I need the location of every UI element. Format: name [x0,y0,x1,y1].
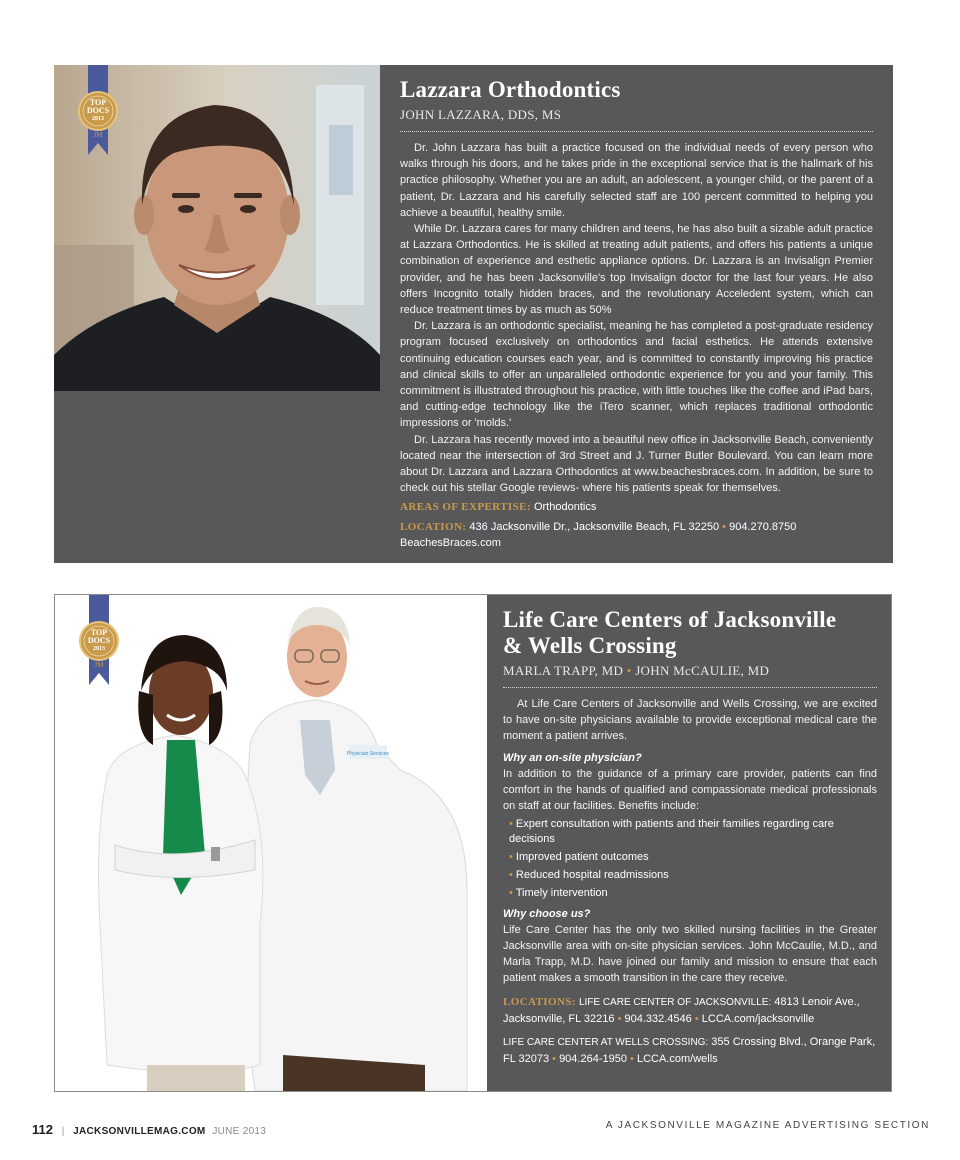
location-2-website[interactable]: LCCA.com/wells [636,1053,718,1066]
areas-of-expertise [400,499,873,516]
location-address: 436 Jacksonville Dr., Jacksonville Beach, FL 32250 [469,520,720,533]
location-label: LOCATION: [400,520,467,533]
footer-divider: | [61,1126,65,1137]
location-1-phone: 904.332.4546 [624,1013,692,1026]
bullet-dot: • [509,817,513,830]
question-2: Why choose us? [503,907,591,920]
footer-section: A JACKSONVILLE MAGAZINE ADVERTISING SECTION [605,1120,930,1131]
divider [400,131,873,132]
location-website[interactable]: BeachesBraces.com [400,537,501,550]
badge-top: TOP [89,98,107,107]
separator-dot: • [630,1053,634,1066]
intro-paragraph: At Life Care Centers of Jacksonville and Wells Crossing, we are excited to have on-site physicians available to provide exceptional medical care the moment a patient arrives. [503,698,877,743]
footer-issue: JUNE 2013 [212,1126,267,1137]
separator-dot: • [626,663,632,678]
badge-docs: DOCS [87,636,111,645]
page-footer-left [32,1122,266,1137]
practice-name-line-1: Life Care Centers of Jacksonville [503,607,837,632]
badge-year: 2013 [93,646,105,652]
paragraph-3: Dr. Lazzara is an orthodontic specialist, meaning he has completed a post-graduate residency program focused exclusively on orthodontics and facial esthetics. He attends extensive continuing education courses each year, and is committed to constantly improving his practice and clinical skills to offer an unparalleled orthodontic experience for you and your family. This commitment is illustrated throughout his practice, with little touches like the coffee and iPad bars, and cutting-edge technology like the iTero scanner, which replaces traditional orthodontic impressions or 'molds.' [400,320,873,430]
doctor-name-2: JOHN McCAULIE, MD [635,663,770,678]
list-item: • Expert consultation with patients and their families regarding care decisions [509,817,834,845]
location-1-address: 4813 Lenoir Ave., Jacksonville, FL 32216 [503,995,860,1026]
list-item: • Timely intervention [509,886,608,899]
location-2-address: 355 Crossing Blvd., Orange Park, FL 32073 [503,1035,876,1066]
benefits-list [503,817,877,901]
location-1-name: LIFE CARE CENTER OF JACKSONVILLE: [578,996,772,1008]
separator-dot: • [722,520,727,533]
profile-lazzara-text [400,77,873,552]
coat-logo: Physician Services [347,751,389,757]
expertise-label: AREAS OF EXPERTISE: [400,501,531,514]
doctor-names [503,663,877,679]
badge-mark: JM [93,131,103,139]
location-phone: 904.270.8750 [729,520,797,533]
location-2-phone: 904.264-1950 [559,1053,627,1066]
page-footer-right [606,1120,930,1131]
doctor-name: JOHN LAZZARA, DDS, MS [400,107,562,122]
badge-top: TOP [90,628,108,637]
list-item: • Improved patient outcomes [509,850,649,863]
badge-mark: JM [94,661,104,669]
separator-dot: • [552,1053,556,1066]
separator-dot: • [617,1013,622,1026]
profile-life-care [54,594,892,1092]
question-1: Why an on-site physician? [503,751,642,764]
location-1-website[interactable]: LCCA.com/jacksonville [701,1013,815,1026]
location [400,519,873,552]
expertise-value: Orthodontics [533,501,597,514]
bullet-dot: • [509,868,513,881]
footer-site[interactable]: JACKSONVILLEMAG.COM [73,1126,206,1137]
paragraph-1: Dr. John Lazzara has built a practice focused on the individual needs of every person who walks through his doors, and he takes pride in the exceptional service that is the hallmark of his practice philosophy. Whether you are an adult, an adolescent, a younger child, or the parent of a patient, Dr. Lazzara and his carefully selected staff are 100 percent committed to helping you achieve a beautiful, healthy smile. [400,142,873,219]
badge-year: 2013 [92,116,104,122]
paragraph-4: Dr. Lazzara has recently moved into a beautiful new office in Jacksonville Beach, conveniently located near the intersection of 3rd Street and J. Turner Butler Boulevard. You can learn more about Dr. Lazzara and Lazzara Orthodontics at www.beachesbraces.com. In addition, be sure to check out his stellar Google reviews- where his patients speak for themselves. [400,433,873,495]
practice-name: Lazzara Orthodontics [400,77,621,102]
profile-lazzara [54,65,893,563]
bullet-dot: • [509,850,513,863]
top-docs-badge [77,595,121,687]
profile-life-care-text-panel [487,595,891,1091]
location-2 [503,1034,877,1068]
divider [503,687,877,688]
list-item: • Reduced hospital readmissions [509,868,669,881]
location-1 [503,994,877,1028]
separator-dot: • [694,1013,699,1026]
top-docs-badge [76,65,120,157]
paragraph-2: While Dr. Lazzara cares for many children and teens, he has also built a sizable adult practice at Lazzara Orthodontics. He is skilled at treating adult patients, and offers his patients a unique combination of experience and esthetic appliance options. Dr. Lazzara is an Invisalign Premier provider, and he has been Jacksonville's top Invisalign doctor for the last four years. He also offers Incognito totally hidden braces, and the revolutionary Acceledent system, which can reduce treatment times by as much as 50% [400,223,873,317]
profile-life-care-text [503,607,877,1068]
answer-1: In addition to the guidance of a primary care provider, patients can find comfort in the hands of qualified and compassionate medical professionals on staff at our facilities. Benefits include: [503,767,877,812]
answer-2: Life Care Center has the only two skilled nursing facilities in the Greater Jacksonville area with on-site physician services. John McCaulie, M.D., and Marla Trapp, M.D. have joined our family and mission to ensure that each patient makes a smooth transition in the care they receive. [503,923,877,984]
location-2-name: LIFE CARE CENTER AT WELLS CROSSING: [503,1036,709,1048]
badge-docs: DOCS [86,106,110,115]
doctor-name-1: MARLA TRAPP, MD [503,663,624,678]
practice-name-line-2: & Wells Crossing [503,633,677,658]
bullet-dot: • [509,886,513,899]
locations-label: LOCATIONS: [503,995,576,1008]
page-number: 112 [32,1122,53,1137]
